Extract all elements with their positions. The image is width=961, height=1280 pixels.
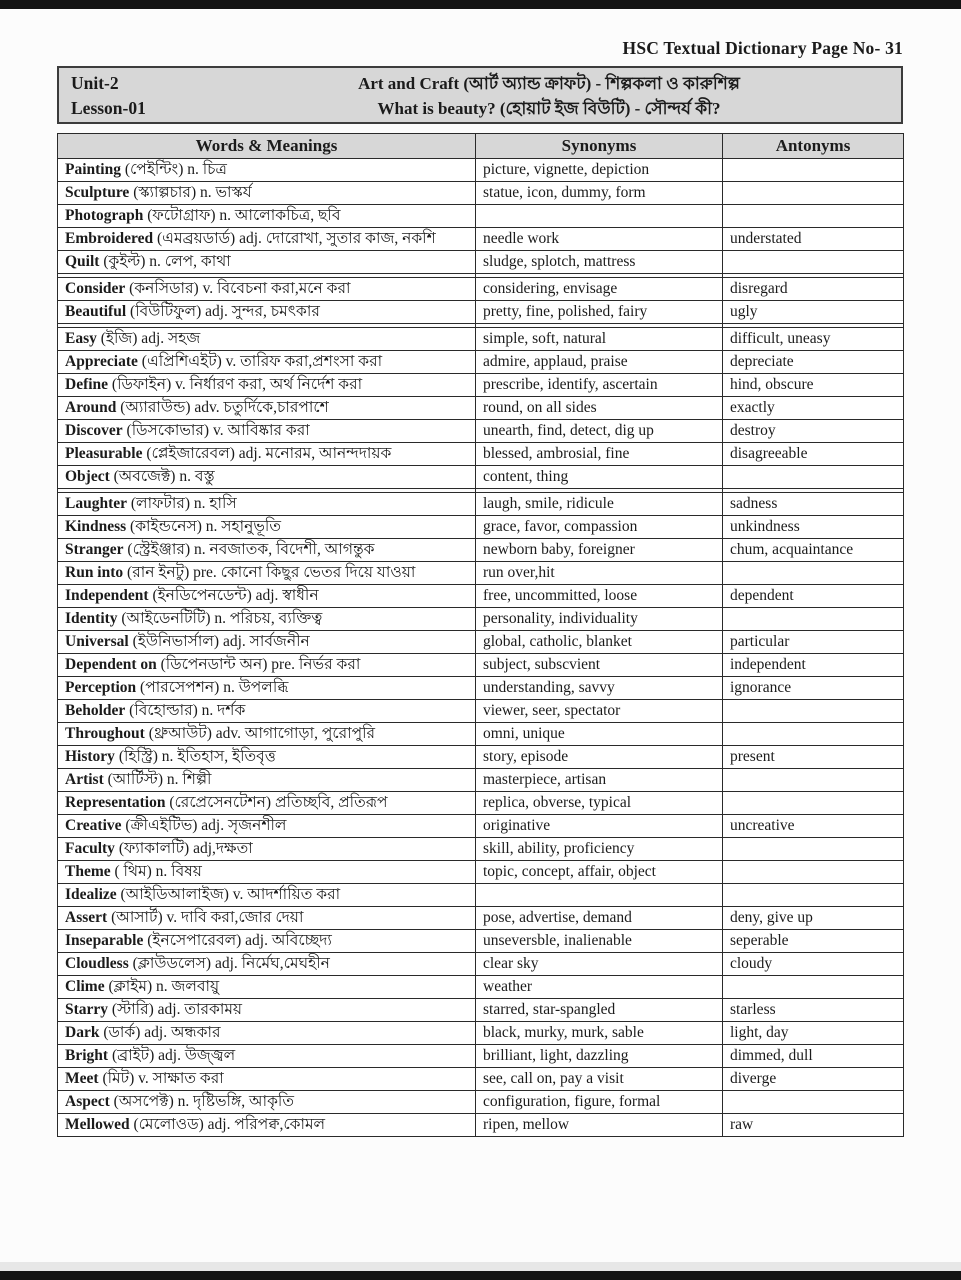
table-row [58, 228, 904, 251]
table-row [58, 1022, 904, 1045]
table-row [58, 677, 904, 700]
headword: Mellowed [65, 1116, 130, 1133]
headword: Laughter [65, 495, 127, 512]
bottom-scan-shade [0, 1262, 961, 1271]
synonyms-cell: run over,hit [476, 562, 723, 585]
synonyms-cell: pose, advertise, demand [476, 907, 723, 930]
antonyms-cell: independent [723, 654, 904, 677]
word-meaning-cell [58, 746, 476, 769]
word-meaning-cell [58, 815, 476, 838]
synonyms-cell: free, uncommitted, loose [476, 585, 723, 608]
top-scan-bar [0, 0, 961, 9]
antonyms-cell: sadness [723, 493, 904, 516]
synonyms-cell: laugh, smile, ridicule [476, 493, 723, 516]
headword: Kindness [65, 518, 127, 535]
headword: Dark [65, 1024, 100, 1041]
unit-titles [209, 68, 901, 121]
synonyms-cell: replica, obverse, typical [476, 792, 723, 815]
synonyms-cell: skill, ability, proficiency [476, 838, 723, 861]
synonyms-cell: subject, subscvient [476, 654, 723, 677]
meaning-text: (ফ্যাকালটি) adj,দক্ষতা [118, 840, 253, 857]
meaning-text: (ক্লাইম) n. জলবায়ু [108, 978, 220, 995]
synonyms-cell: weather [476, 976, 723, 999]
table-row [58, 861, 904, 884]
meaning-text: (রেপ্রেসেনটেশন) প্রতিচ্ছবি, প্রতিরূপ [169, 794, 388, 811]
synonyms-cell: unearth, find, detect, dig up [476, 420, 723, 443]
meaning-text: (লাফটার) n. হাসি [130, 495, 237, 512]
meaning-text: (ডার্ক) adj. অন্ধকার [103, 1024, 221, 1041]
table-row [58, 1045, 904, 1068]
meaning-text: (বিউটিফুল) adj. সুন্দর, চমৎকার [130, 303, 320, 320]
headword: Independent [65, 587, 149, 604]
word-meaning-cell [58, 539, 476, 562]
meaning-text: (স্ট্রেইঞ্জার) n. নবজাতক, বিদেশী, আগন্তুক [127, 541, 375, 558]
word-meaning-cell [58, 631, 476, 654]
word-meaning-cell [58, 328, 476, 351]
headword: History [65, 748, 115, 765]
synonyms-cell: needle work [476, 228, 723, 251]
meaning-text: (হিস্ট্রি) n. ইতিহাস, ইতিবৃত্ত [118, 748, 276, 765]
meaning-text: (ডিসকোভার) v. আবিষ্কার করা [126, 422, 310, 439]
word-meaning-cell [58, 907, 476, 930]
table-row [58, 723, 904, 746]
table-row [58, 251, 904, 274]
table-row [58, 278, 904, 301]
headword: Assert [65, 909, 108, 926]
synonyms-cell: statue, icon, dummy, form [476, 182, 723, 205]
synonyms-cell: omni, unique [476, 723, 723, 746]
table-row [58, 1114, 904, 1137]
word-meaning-cell [58, 769, 476, 792]
headword: Appreciate [65, 353, 138, 370]
unit-title-line1: Art and Craft (আর্ট অ্যান্ড ক্রাফট) - শিল্পকলা ও কারুশিল্প [358, 74, 740, 93]
table-row [58, 443, 904, 466]
word-meaning-cell [58, 976, 476, 999]
headword: Faculty [65, 840, 115, 857]
headword: Photograph [65, 207, 144, 224]
word-meaning-cell [58, 251, 476, 274]
table-row [58, 792, 904, 815]
headword: Throughout [65, 725, 145, 742]
synonyms-cell: newborn baby, foreigner [476, 539, 723, 562]
table-header-row [58, 134, 904, 159]
headword: Quilt [65, 253, 100, 270]
headword: Starry [65, 1001, 109, 1018]
antonyms-cell [723, 562, 904, 585]
antonyms-cell: dependent [723, 585, 904, 608]
synonyms-cell: picture, vignette, depiction [476, 159, 723, 182]
headword: Discover [65, 422, 123, 439]
meaning-text: (ব্রাইট) adj. উজ্জ্বল [111, 1047, 236, 1064]
bottom-scan-bar [0, 1271, 961, 1280]
word-meaning-cell [58, 608, 476, 631]
antonyms-cell [723, 466, 904, 489]
headword: Cloudless [65, 955, 129, 972]
table-row [58, 631, 904, 654]
antonyms-cell [723, 884, 904, 907]
synonyms-cell: configuration, figure, formal [476, 1091, 723, 1114]
meaning-text: (পারসেপশন) n. উপলব্ধি [140, 679, 289, 696]
antonyms-cell: present [723, 746, 904, 769]
word-meaning-cell [58, 205, 476, 228]
word-meaning-cell [58, 654, 476, 677]
word-meaning-cell [58, 1068, 476, 1091]
word-meaning-cell [58, 884, 476, 907]
antonyms-cell [723, 861, 904, 884]
antonyms-cell: deny, give up [723, 907, 904, 930]
table-row [58, 420, 904, 443]
unit-lesson-labels [59, 68, 209, 121]
word-meaning-cell [58, 838, 476, 861]
antonyms-cell: raw [723, 1114, 904, 1137]
antonyms-cell [723, 1091, 904, 1114]
antonyms-cell: dimmed, dull [723, 1045, 904, 1068]
synonyms-cell: originative [476, 815, 723, 838]
table-row [58, 301, 904, 324]
table-row [58, 374, 904, 397]
meaning-text: (ক্লাউডলেস) adj. নির্মেঘ,মেঘহীন [132, 955, 330, 972]
word-meaning-cell [58, 930, 476, 953]
table-row [58, 654, 904, 677]
synonyms-cell: grace, favor, compassion [476, 516, 723, 539]
word-meaning-cell [58, 999, 476, 1022]
headword: Perception [65, 679, 137, 696]
synonyms-cell: global, catholic, blanket [476, 631, 723, 654]
headword: Define [65, 376, 109, 393]
antonyms-cell: disagreeable [723, 443, 904, 466]
dictionary-table [57, 133, 904, 1137]
meaning-text: (কুইল্ট) n. লেপ, কাথা [103, 253, 231, 270]
meaning-text: (আসার্ট) v. দাবি করা,জোর দেয়া [111, 909, 304, 926]
synonyms-cell: viewer, seer, spectator [476, 700, 723, 723]
antonyms-cell: exactly [723, 397, 904, 420]
word-meaning-cell [58, 677, 476, 700]
table-row [58, 907, 904, 930]
table-row [58, 205, 904, 228]
synonyms-cell: masterpiece, artisan [476, 769, 723, 792]
antonyms-cell: diverge [723, 1068, 904, 1091]
table-row [58, 562, 904, 585]
word-meaning-cell [58, 585, 476, 608]
table-row [58, 838, 904, 861]
word-meaning-cell [58, 466, 476, 489]
headword: Clime [65, 978, 105, 995]
headword: Around [65, 399, 117, 416]
antonyms-cell [723, 205, 904, 228]
meaning-text: (অ্যারাউন্ড) adv. চতুর্দিকে,চারপাশে [120, 399, 329, 416]
headword: Meet [65, 1070, 99, 1087]
table-row [58, 397, 904, 420]
meaning-text: (ইনডিপেনডেন্ট) adj. স্বাধীন [152, 587, 319, 604]
headword: Easy [65, 330, 97, 347]
antonyms-cell: uncreative [723, 815, 904, 838]
synonyms-cell: personality, individuality [476, 608, 723, 631]
headword: Consider [65, 280, 126, 297]
meaning-text: (ইজি) adj. সহজ [100, 330, 201, 347]
synonyms-cell: story, episode [476, 746, 723, 769]
table-row [58, 516, 904, 539]
word-meaning-cell [58, 861, 476, 884]
table-row [58, 351, 904, 374]
antonyms-cell [723, 769, 904, 792]
antonyms-cell: particular [723, 631, 904, 654]
headword: Pleasurable [65, 445, 143, 462]
synonyms-cell: see, call on, pay a visit [476, 1068, 723, 1091]
synonyms-cell: round, on all sides [476, 397, 723, 420]
synonyms-cell: prescribe, identify, ascertain [476, 374, 723, 397]
table-row [58, 182, 904, 205]
antonyms-cell: seperable [723, 930, 904, 953]
table-row [58, 466, 904, 489]
headword: Object [65, 468, 110, 485]
headword: Artist [65, 771, 104, 788]
antonyms-cell: destroy [723, 420, 904, 443]
unit-title-line2: What is beauty? (হোয়াট ইজ বিউটি) - সৌন্দর্য কী? [377, 99, 721, 118]
antonyms-cell: ugly [723, 301, 904, 324]
antonyms-cell [723, 792, 904, 815]
word-meaning-cell [58, 301, 476, 324]
headword: Painting [65, 161, 121, 178]
meaning-text: (আইডিআলাইজ) v. আদর্শায়িত করা [120, 886, 341, 903]
meaning-text: (অবজেক্ট) n. বস্তু [113, 468, 215, 485]
meaning-text: ( থিম) n. বিষয় [114, 863, 202, 880]
table-row [58, 159, 904, 182]
table-row [58, 769, 904, 792]
antonyms-cell: unkindness [723, 516, 904, 539]
table-row [58, 608, 904, 631]
headword: Universal [65, 633, 129, 650]
headword: Creative [65, 817, 122, 834]
antonyms-cell [723, 159, 904, 182]
meaning-text: (এমব্রয়ডার্ড) adj. দোরোখা, সুতার কাজ, নকশি [157, 230, 436, 247]
headword: Theme [65, 863, 111, 880]
synonyms-cell: brilliant, light, dazzling [476, 1045, 723, 1068]
antonyms-cell: ignorance [723, 677, 904, 700]
word-meaning-cell [58, 493, 476, 516]
synonyms-cell: considering, envisage [476, 278, 723, 301]
meaning-text: (কাইন্ডনেস) n. সহানুভূতি [130, 518, 281, 535]
page-header: HSC Textual Dictionary Page No- 31 [622, 38, 903, 58]
meaning-text: (ক্রীএইটিভ) adj. সৃজনশীল [125, 817, 287, 834]
meaning-text: (রান ইনটু) pre. কোনো কিছুর ভেতর দিয়ে যাওয়া [127, 564, 416, 581]
antonyms-cell [723, 976, 904, 999]
table-row [58, 585, 904, 608]
antonyms-cell [723, 700, 904, 723]
synonyms-cell: unseversble, inalienable [476, 930, 723, 953]
headword: Embroidered [65, 230, 154, 247]
antonyms-cell: starless [723, 999, 904, 1022]
synonyms-cell: starred, star-spangled [476, 999, 723, 1022]
table-row [58, 746, 904, 769]
antonyms-cell: understated [723, 228, 904, 251]
word-meaning-cell [58, 562, 476, 585]
headword: Beautiful [65, 303, 127, 320]
dictionary-table-body [58, 159, 904, 1137]
headword: Stranger [65, 541, 124, 558]
word-meaning-cell [58, 374, 476, 397]
meaning-text: (বিহোল্ডার) n. দর্শক [129, 702, 246, 719]
antonyms-cell: hind, obscure [723, 374, 904, 397]
table-row [58, 953, 904, 976]
table-row [58, 976, 904, 999]
word-meaning-cell [58, 700, 476, 723]
synonyms-cell: clear sky [476, 953, 723, 976]
unit-label: Unit-2 [71, 73, 119, 93]
word-meaning-cell [58, 278, 476, 301]
word-meaning-cell [58, 420, 476, 443]
word-meaning-cell [58, 1022, 476, 1045]
synonyms-cell: ripen, mellow [476, 1114, 723, 1137]
table-row [58, 493, 904, 516]
headword: Bright [65, 1047, 109, 1064]
meaning-text: (এপ্রিশিএইট) v. তারিফ করা,প্রশংসা করা [141, 353, 383, 370]
headword: Identity [65, 610, 118, 627]
table-row [58, 815, 904, 838]
synonyms-cell: content, thing [476, 466, 723, 489]
antonyms-cell [723, 838, 904, 861]
meaning-text: (প্লেইজারেবল) adj. মনোরম, আনন্দদায়ক [146, 445, 392, 462]
column-header-words-meanings: Words & Meanings [58, 134, 476, 159]
synonyms-cell: simple, soft, natural [476, 328, 723, 351]
column-header-antonyms: Antonyms [723, 134, 904, 159]
antonyms-cell: depreciate [723, 351, 904, 374]
antonyms-cell: difficult, uneasy [723, 328, 904, 351]
meaning-text: (ইউনিভার্সাল) adj. সার্বজনীন [132, 633, 310, 650]
antonyms-cell: chum, acquaintance [723, 539, 904, 562]
meaning-text: (ইনসেপারেবল) adj. অবিচ্ছেদ্য [147, 932, 332, 949]
meaning-text: (স্টারি) adj. তারকাময় [111, 1001, 243, 1018]
word-meaning-cell [58, 1114, 476, 1137]
antonyms-cell: cloudy [723, 953, 904, 976]
antonyms-cell: disregard [723, 278, 904, 301]
headword: Idealize [65, 886, 117, 903]
headword: Sculpture [65, 184, 130, 201]
synonyms-cell: topic, concept, affair, object [476, 861, 723, 884]
table-row [58, 930, 904, 953]
table-row [58, 1068, 904, 1091]
headword: Inseparable [65, 932, 144, 949]
synonyms-cell [476, 205, 723, 228]
unit-lesson-box [57, 66, 903, 124]
antonyms-cell [723, 251, 904, 274]
meaning-text: (স্ক্যাল্পচার) n. ভাস্কর্য [133, 184, 252, 201]
synonyms-cell: understanding, savvy [476, 677, 723, 700]
meaning-text: (অসপেক্ট) n. দৃষ্টিভঙ্গি, আকৃতি [113, 1093, 294, 1110]
word-meaning-cell [58, 397, 476, 420]
headword: Beholder [65, 702, 126, 719]
meaning-text: (ফটোগ্রাফ) n. আলোকচিত্র, ছবি [147, 207, 341, 224]
synonyms-cell: blessed, ambrosial, fine [476, 443, 723, 466]
headword: Representation [65, 794, 166, 811]
word-meaning-cell [58, 516, 476, 539]
meaning-text: (আইডেনটিটি) n. পরিচয়, ব্যক্তিত্ব [121, 610, 323, 627]
word-meaning-cell [58, 1091, 476, 1114]
table-row [58, 328, 904, 351]
headword: Dependent on [65, 656, 157, 673]
column-header-synonyms: Synonyms [476, 134, 723, 159]
synonyms-cell: black, murky, murk, sable [476, 1022, 723, 1045]
headword: Aspect [65, 1093, 110, 1110]
meaning-text: (থ্রুআউট) adv. আগাগোড়া, পুরোপুরি [148, 725, 376, 742]
antonyms-cell [723, 608, 904, 631]
word-meaning-cell [58, 1045, 476, 1068]
word-meaning-cell [58, 351, 476, 374]
table-row [58, 1091, 904, 1114]
word-meaning-cell [58, 159, 476, 182]
antonyms-cell [723, 723, 904, 746]
meaning-text: (মেলোওড) adj. পরিপক্ব,কোমল [133, 1116, 326, 1133]
meaning-text: (কনসিডার) v. বিবেচনা করা,মনে করা [129, 280, 351, 297]
word-meaning-cell [58, 182, 476, 205]
headword: Run into [65, 564, 124, 581]
table-row [58, 539, 904, 562]
synonyms-cell: admire, applaud, praise [476, 351, 723, 374]
word-meaning-cell [58, 953, 476, 976]
word-meaning-cell [58, 792, 476, 815]
antonyms-cell: light, day [723, 1022, 904, 1045]
table-row [58, 884, 904, 907]
meaning-text: (আর্টিস্ট) n. শিল্পী [107, 771, 212, 788]
lesson-label: Lesson-01 [71, 98, 146, 118]
meaning-text: (পেইন্টিং) n. চিত্র [124, 161, 227, 178]
meaning-text: (মিট) v. সাক্ষাত করা [102, 1070, 224, 1087]
synonyms-cell: sludge, splotch, mattress [476, 251, 723, 274]
word-meaning-cell [58, 228, 476, 251]
word-meaning-cell [58, 443, 476, 466]
synonyms-cell [476, 884, 723, 907]
table-row [58, 700, 904, 723]
synonyms-cell: pretty, fine, polished, fairy [476, 301, 723, 324]
meaning-text: (ডিপেনডান্ট অন) pre. নির্ভর করা [160, 656, 361, 673]
meaning-text: (ডিফাইন) v. নির্ধারণ করা, অর্থ নির্দেশ করা [111, 376, 363, 393]
table-row [58, 999, 904, 1022]
antonyms-cell [723, 182, 904, 205]
word-meaning-cell [58, 723, 476, 746]
